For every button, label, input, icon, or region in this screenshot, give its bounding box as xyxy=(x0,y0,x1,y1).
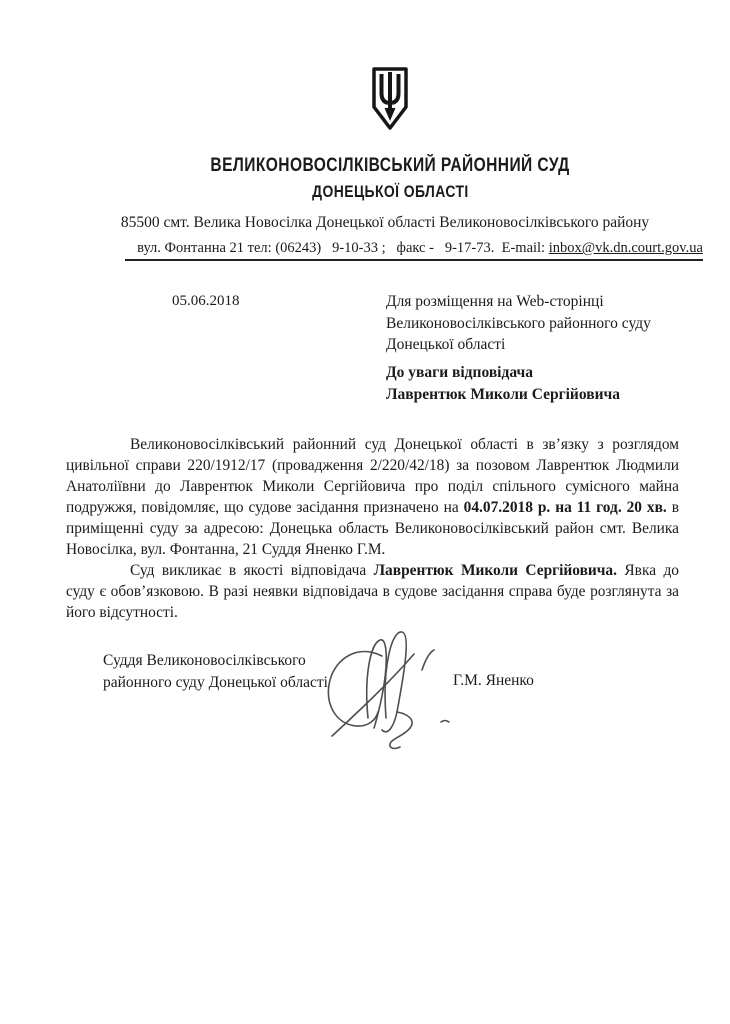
web-note-line: Великоновосілківського районного суду xyxy=(386,314,651,332)
court-contact-line xyxy=(55,240,730,257)
web-publication-note xyxy=(386,291,686,356)
court-name-line1-text: ВЕЛИКОНОВОСІЛКІВСЬКИЙ РАЙОННИЙ СУД xyxy=(210,155,570,176)
header-divider-rule xyxy=(125,259,703,261)
paragraph-2-text-cont: Явка до суду є обов’язковою. В разі неявки відповідача в судове засідання справа буде розглянута за його відсутності. xyxy=(66,562,679,621)
emblem-container xyxy=(0,66,730,137)
paragraph-1-text: Великоновосілківський районний суд Донецької області в зв’язку з розглядом цивільної справи 220/1912/17 (провадження 2/220/42/18) за позовом Лаврентюк Людмили Анатоліївни до Лаврентюк Миколи Сергійовича про поділ спільного сумісного майна подружжя, повідомляє, що судове засідання призначено на xyxy=(66,436,679,516)
paragraph-2-text: Суд викликає в якості відповідача xyxy=(130,562,374,579)
signer-title xyxy=(103,650,328,694)
court-email-text: inbox@vk.dn.court.gov.ua xyxy=(548,240,703,256)
signature-scribble-icon xyxy=(318,626,468,752)
letter-body xyxy=(66,434,679,623)
hearing-datetime-bold: 04.07.2018 р. на 11 год. 20 хв. xyxy=(463,499,667,516)
signer-title-line: районного суду Донецької області xyxy=(103,674,328,691)
contact-phone-fax-text: вул. Фонтанна 21 тел: (06243) 9-10-33 ; факс - 9-17-73. E-mail: xyxy=(137,240,549,256)
document-date: 05.06.2018 xyxy=(172,293,240,309)
attention-line: До уваги відповідача xyxy=(386,364,533,381)
court-name-line1 xyxy=(25,155,730,177)
court-name-line2-text: ДОНЕЦЬКОЇ ОБЛАСТІ xyxy=(311,182,469,201)
body-paragraph-1 xyxy=(66,434,679,560)
court-address-line: 85500 смт. Велика Новосілка Донецької області Великоновосілківського району xyxy=(120,214,650,231)
web-note-line: Для розміщення на Web-сторінці xyxy=(386,293,604,310)
defendant-name-bold: Лаврентюк Миколи Сергійовича. xyxy=(373,562,617,579)
body-paragraph-2 xyxy=(66,560,679,623)
signer-title-line: Суддя Великоновосілківського xyxy=(103,652,306,669)
attention-line: Лаврентюк Миколи Сергійовича xyxy=(386,386,621,403)
court-name-line2 xyxy=(25,182,730,202)
attention-block xyxy=(386,362,686,406)
web-note-line: Донецької області xyxy=(386,336,506,353)
signer-name: Г.М. Яненко xyxy=(453,672,534,689)
paragraph-1-text-cont: в приміщенні суду за адресою: Донецька область Великоновосілківський район смт. Велика Новосілка, вул. Фонтанна, 21 Суддя Яненко Г.М. xyxy=(66,499,680,558)
ukraine-trident-emblem-icon xyxy=(368,66,412,132)
